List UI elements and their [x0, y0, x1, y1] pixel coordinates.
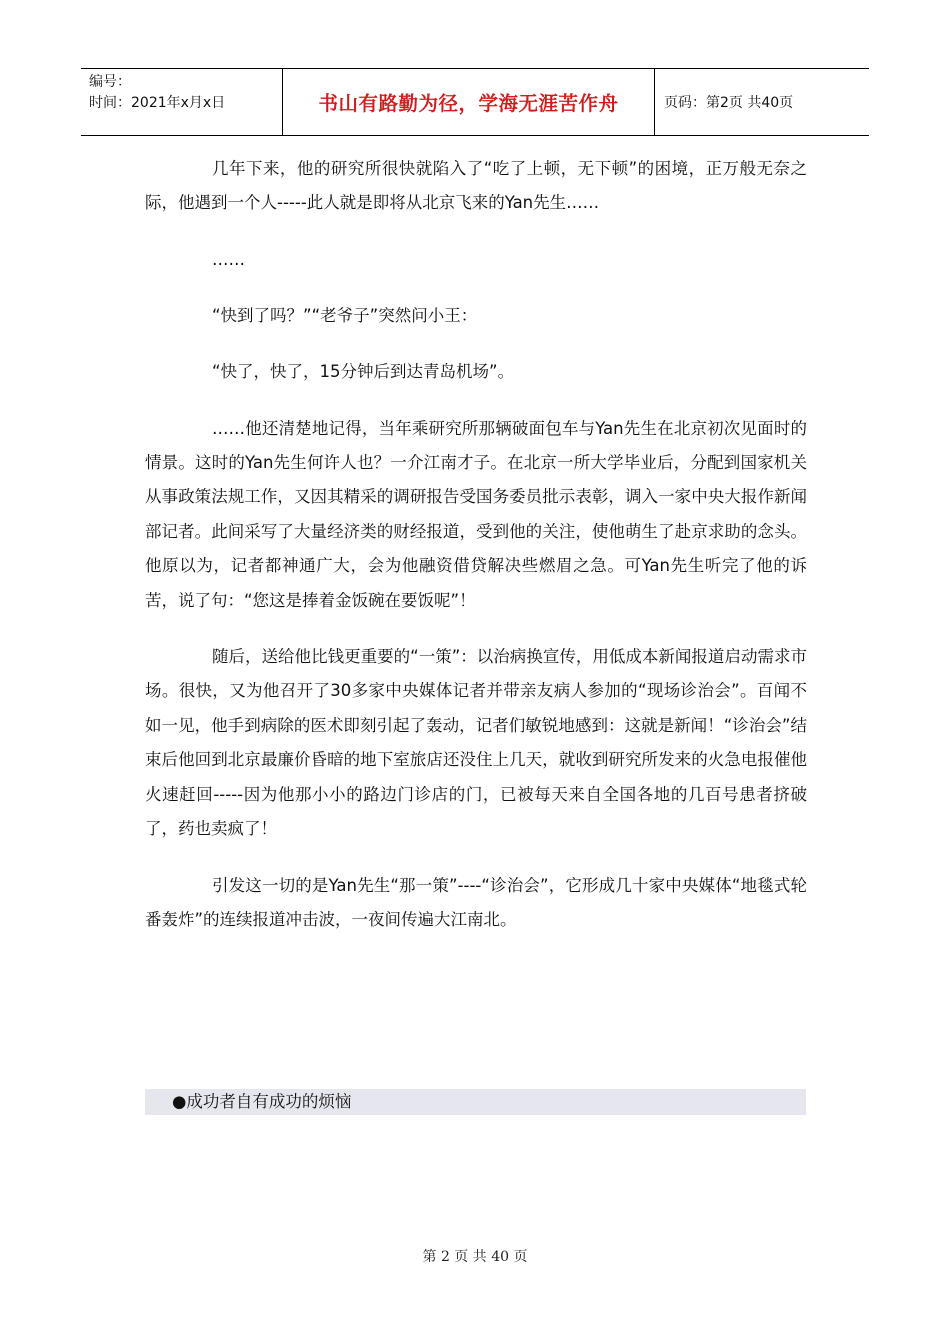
- paragraph: 引发这一切的是Yan先生“那一策”----“诊治会”，它形成几十家中央媒体“地毯式轮番轰炸”的连续报道冲击波，一夜间传遍大江南北。: [145, 875, 807, 929]
- page-footer: 第 2 页 共 40 页: [422, 1249, 528, 1265]
- header-number-label: 编号：: [89, 74, 131, 90]
- ellipsis-line: ……: [212, 249, 245, 269]
- paragraph: 随后，送给他比钱更重要的“一策”：以治病换宣传，用低成本新闻报道启动需求市场。很快，又为他召开了30多家中央媒体记者并带亲友病人参加的“现场诊治会”。百闻不如一见，他手到病除的医术即刻引起了轰动，记者们敏锐地感到：这就是新闻！“诊治会”结束后他回到北京最廉价昏暗的地下室旅店还没住上几天，就收到研究所发来的火急电报催他火速赶回-----因为他那小小的路边门诊店的门，已被每天来自全国各地的几百号患者挤破了，药也卖疯了！: [145, 647, 807, 839]
- paragraph: “快到了吗？”“老爷子”突然问小王：: [212, 305, 478, 325]
- page-header: [81, 68, 869, 136]
- header-motto: 书山有路勤为径，学海无涯苦作舟: [283, 69, 655, 135]
- header-time-label: 时间：2021年x月x日: [89, 95, 226, 111]
- body-content: [145, 152, 807, 937]
- paragraph: ……他还清楚地记得，当年乘研究所那辆破面包车与Yan先生在北京初次见面时的情景。这时的Yan先生何许人也？一介江南才子。在北京一所大学毕业后，分配到国家机关从事政策法规工作，又因其精采的调研报告受国务委员批示表彰，调入一家中央大报作新闻部记者。此间采写了大量经济类的财经报道，受到他的关注，使他萌生了赴京求助的念头。他原以为，记者都神通广大，会为他融资借贷解决些燃眉之急。可Yan先生听完了他的诉苦，说了句：“您这是捧着金饭碗在要饭呢”！: [145, 418, 807, 610]
- section-heading: ●成功者自有成功的烦恼: [145, 1089, 806, 1115]
- paragraph: 几年下来，他的研究所很快就陷入了“吃了上顿，无下顿”的困境，正万般无奈之际，他遇到一个人-----此人就是即将从北京飞来的Yan先生……: [145, 159, 807, 213]
- paragraph: “快了，快了，15分钟后到达青岛机场”。: [212, 362, 515, 382]
- header-meta: [81, 69, 283, 135]
- header-page-info: 页码：第2页 共40页: [664, 95, 794, 111]
